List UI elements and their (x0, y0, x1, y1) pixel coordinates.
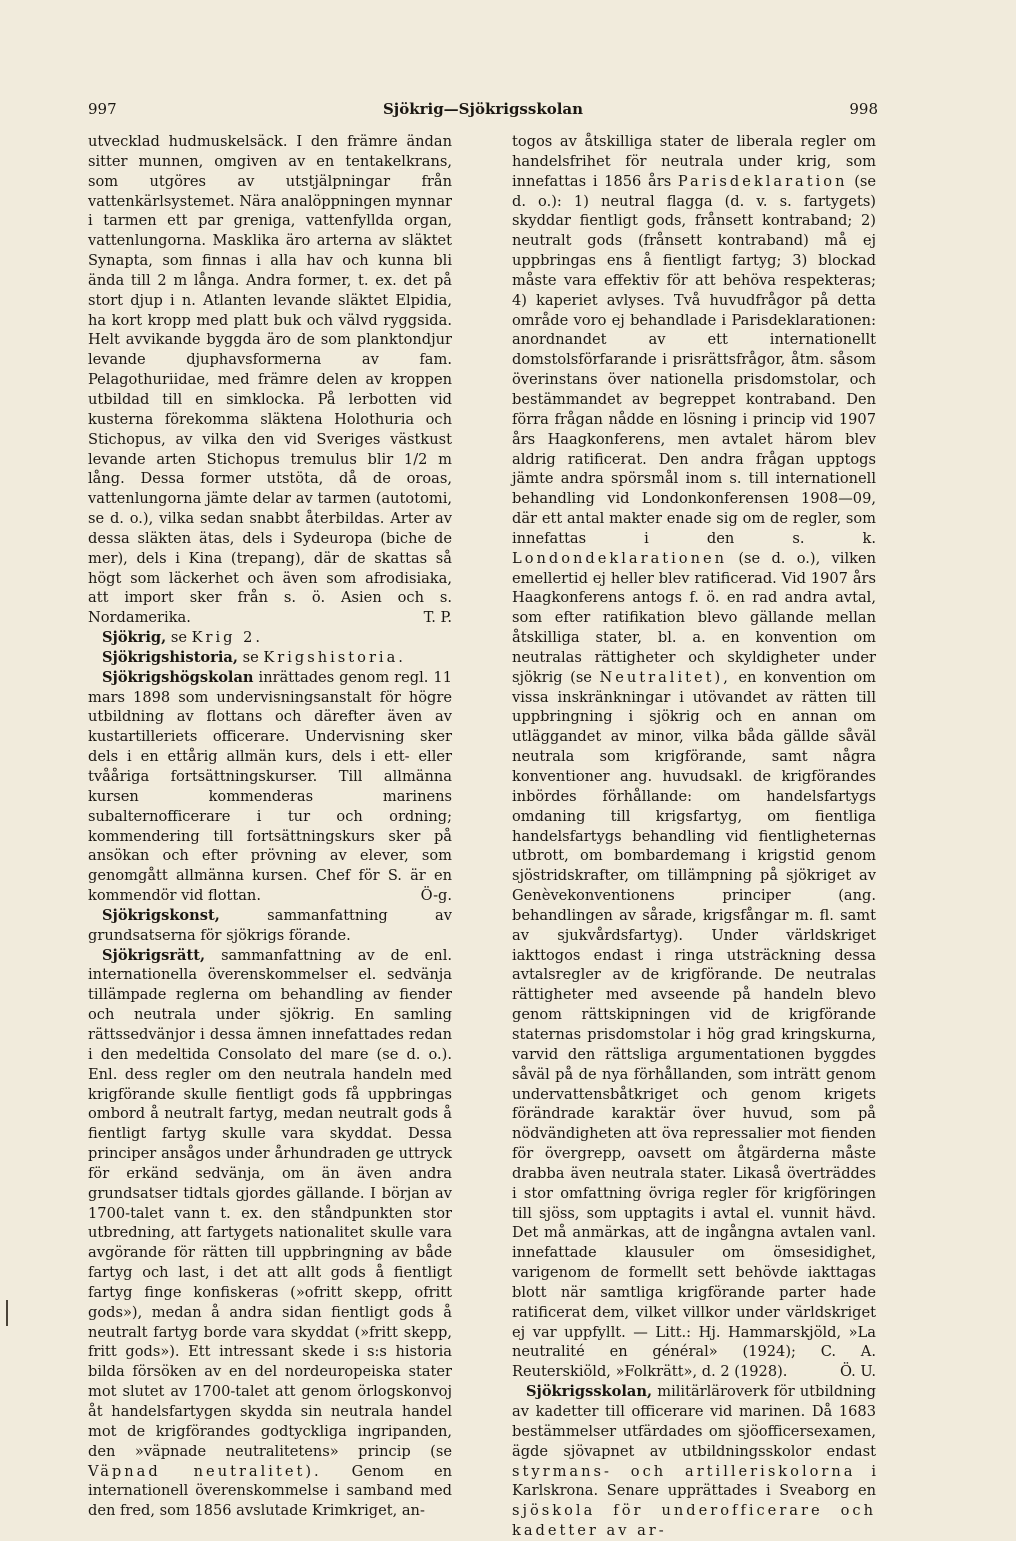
entry-sjokrigsskolan: Sjökrigsskolan, militärläroverk för utbildning av kadetter till officerare vid marinen. Då 1683 bestämmelser utfärdades om sjöofficersexamen, ägde sjövapnet av utbildningsskolor endast styrmans- och artilleriskolorna i Karlskrona. Senare upprättades i Sveaborg en sjöskola för underofficerare och kadetter av ar- (512, 1383, 876, 1540)
cross-reference: Krig 2. (191, 629, 264, 647)
entry-sjokrigsratt: Sjökrigsrätt, sammanfattning av de enl. internationella överenskommelser el. sedvänja tillämpade reglerna om behandling av fiender och neutrala under sjökrig. En samling rättssedvänjor i dessa ämnen innefattades redan i den medeltida Consolato del mare (se d. o.). Enl. dess regler om den neutrala handeln med krigförande skulle fientligt gods få uppbringas ombord å neutralt fartyg, medan neutralt gods å fientligt fartyg skulle vara skyddat. Dessa principer ansågos under århundraden ge uttryck för erkänd sedvänja, om än även andra grundsatser tidtals gjordes gällande. I början av 1700-talet vann t. ex. den ståndpunkten stor utbredning, att fartygets nationalitet skulle vara avgörande för rätten till uppbringning av både fartyg och last, i det att allt gods å fientligt fartyg finge konfiskeras (»ofritt skepp, ofritt gods»), medan å andra sidan fientligt gods å neutralt fartyg borde vara skyddat (»fritt skepp, fritt gods»). Ett intressant skede i s:s historia bilda försöken av en del nordeuropeiska stater mot slutet av 1700-talet att genom örlogskonvoj åt handelsfartygen skydda sin neutrala handel mot de krigförandes godtyckliga ingripanden, den »väpnade neutralitetens» princip (se Väpnad neutralitet). Genom en internationell överenskommelse i samband med den fred, som 1856 avslutade Krimkriget, an- (88, 946, 452, 1520)
margin-mark (6, 1300, 8, 1326)
signature: Ö. U. (840, 1363, 876, 1381)
holothuria-continuation: utvecklad hudmuskelsäck. I den främre ändan sitter munnen, omgiven av en tentakelkrans, som utgöres av utstjälpningar från vattenkärlsystemet. Nära analöppningen mynnar i tarmen ett par greniga, vattenfyllda organ, vattenlungorna. Masklika äro arterna av släktet Synapta, som finnas i alla hav och kunna bli ända till 2 m långa. Andra former, t. ex. det på stort djup i n. Atlanten levande släktet Elpidia, ha kort kropp med platt buk och välvd ryggsida. Helt avvikande byggda äro de som planktondjur levande djuphavsformerna av fam. Pelagothuriidae, med främre delen av kroppen utbildad till en simklocka. På lerbotten vid kusterna förekomma släktena Holothuria och Stichopus, av vilka den vid Sveriges västkust levande arten Stichopus tremulus blir 1/2 m lång. Dessa former utstöta, då de oroas, vattenlungorna jämte delar av tarmen (autotomi, se d. o.), vilka sedan snabbt återbildas. Arter av dessa släkten ätas, dels i Sydeuropa (biche de mer), dels i Kina (trepang), där de skattas så högt som läckerhet och även som afrodisiaka, att import sker från s. ö. Asien och s. Nordamerika. T. P. (88, 133, 453, 627)
lemma: Sjökrigshögskolan (102, 668, 254, 686)
cross-reference: sjöskola för underofficerare och kadetter av ar- (512, 1502, 876, 1540)
sjokrigsratt-continuation: togos av åtskilliga stater de liberala regler om handelsfrihet för neutrala under krig, som innefattas i 1856 års Parisdeklaration (se d. o.): 1) neutral flagga (d. v. s. fartygets) skyddar fientligt gods, frånsett kontraband; 2) neutralt gods (frånsett kontraband) må ej uppbringas ens å fientligt fartyg; 3) blockad måste vara effektiv för att behöva respekteras; 4) kaperiet avlyses. Två huvudfrågor på detta område voro ej behandlade i Parisdeklarationen: anordnandet av ett internationellt domstolsförfarande i prisrättsfrågor, åtm. såsom överinstans över nationella prisdomstolar, och bestämmandet av begreppet kontraband. Den förra frågan nådde en lösning i princip vid 1907 års Haagkonferens, men avtalet härom blev aldrig ratificerat. Den andra frågan upptogs jämte andra spörsmål inom s. till internationell behandling vid Londonkonferensen 1908—09, där ett antal makter enade sig om de regler, som innefattas i den s. k. Londondeklarationen (se d. o.), vilken emellertid ej heller blev ratificerad. Vid 1907 års Haagkonferens antogs f. ö. en rad andra avtal, som efter ratifikation blevo gällande mellan åtskilliga stater, bl. a. en konvention om neutralas rättigheter och skyldigheter under sjökrig (se Neutralitet), en konvention om vissa inskränkningar i utövandet av rätten till uppbringning i sjökrig och en annan om utläggandet av minor, vilka båda gällde såväl neutrala som krigförande, samt några konventioner ang. huvudsakl. de krigförandes inbördes förhållande: om handelsfartygs omdaning till krigsfartyg, om fientliga handelsfartygs behandling vid fientligheternas utbrott, om bombardemang i krigstid genom sjöstridskrafter, om tillämpning på sjökriget av Genèvekonventionens principer (ang. behandlingen av sårade, krigsfångar m. fl. samt av sjukvårdsfartyg). Under världskriget iakttogos endast i ringa utsträckning dessa avtalsregler av de krigförande. De neutralas rättigheter med avseende på handeln blevo genom rättskipningen vid de krigförande staternas prisdomstolar i hög grad kringskurna, varvid den rättsliga argumentationen byggdes såväl på de nya förhållanden, som inträtt genom undervattensbåtkriget och genom krigets förändrade karaktär över huvud, som på nödvändigheten att öva repressalier mot fienden för övergrepp, oavsett om åtgärderna måste drabba även neutrala stater. Likaså överträddes i stor omfattning övriga regler för krigföringen till sjöss, som upptagits i avtal el. vunnit hävd. Det må anmärkas, att de ingångna avtalen vanl. innefattade klausuler om ömsesidighet, varigenom de formellt sett behövde iakttagas blott när samtliga krigförande parter hade ratificerat dem, vilket villkor under världskriget ej var uppfyllt. — Litt.: Hj. Hammarskjöld, »La neutralité en général» (1924); C. A. Reuterskiöld, »Folkrätt», d. 2 (1928). Ö. U. (512, 133, 877, 1381)
entry-sjokrigskonst: Sjökrigskonst, sammanfattning av grundsatserna för sjökrigs förande. (88, 906, 452, 944)
lemma: Sjökrigsskolan, (526, 1383, 653, 1401)
signature: T. P. (423, 609, 452, 627)
left-column (88, 132, 452, 1521)
entry-sjokrigshistoria: Sjökrigshistoria, se Krigshistoria. (102, 648, 406, 666)
right-column (512, 132, 876, 1541)
page-number-right: 998 (849, 100, 878, 118)
lemma: Sjökrigshistoria, (102, 648, 238, 666)
lemma: Sjökrigsrätt, (102, 946, 206, 964)
cross-reference: Väpnad neutralitet). (88, 1462, 322, 1480)
entry-sjokrig: Sjökrig, se Krig 2. (102, 629, 264, 647)
page-number-left: 997 (88, 100, 117, 118)
running-head: Sjökrig—Sjökrigsskolan (382, 100, 584, 118)
cross-reference: styrmans- och artilleriskolorna (512, 1462, 856, 1480)
cross-reference: Londondeklarationen (512, 549, 728, 567)
cross-reference: Parisdeklaration (677, 172, 848, 190)
lemma: Sjökrig, (102, 629, 167, 647)
lemma: Sjökrigskonst, (102, 906, 220, 924)
cross-reference: Neutralitet), (599, 668, 731, 686)
signature: Ö-g. (420, 887, 452, 905)
entry-sjokrigshogskolan: Sjökrigshögskolan inrättades genom regl. 11 mars 1898 som undervisningsanstalt för högre utbildning av flottans och därefter även av kustartilleriets officerare. Undervisning sker dels i en ettårig allmän kurs, dels i ett- eller tvååriga fortsättningskurser. Till allmänna kursen kommenderas marinens subalternofficerare i tur och ordning; kommendering till fortsättningskurs sker på ansökan och efter prövning av elever, som genomgått allmänna kursen. Chef för S. är en kommendör vid flottan. Ö-g. (88, 668, 452, 905)
cross-reference: Krigshistoria. (263, 648, 406, 666)
page-header (88, 100, 878, 120)
